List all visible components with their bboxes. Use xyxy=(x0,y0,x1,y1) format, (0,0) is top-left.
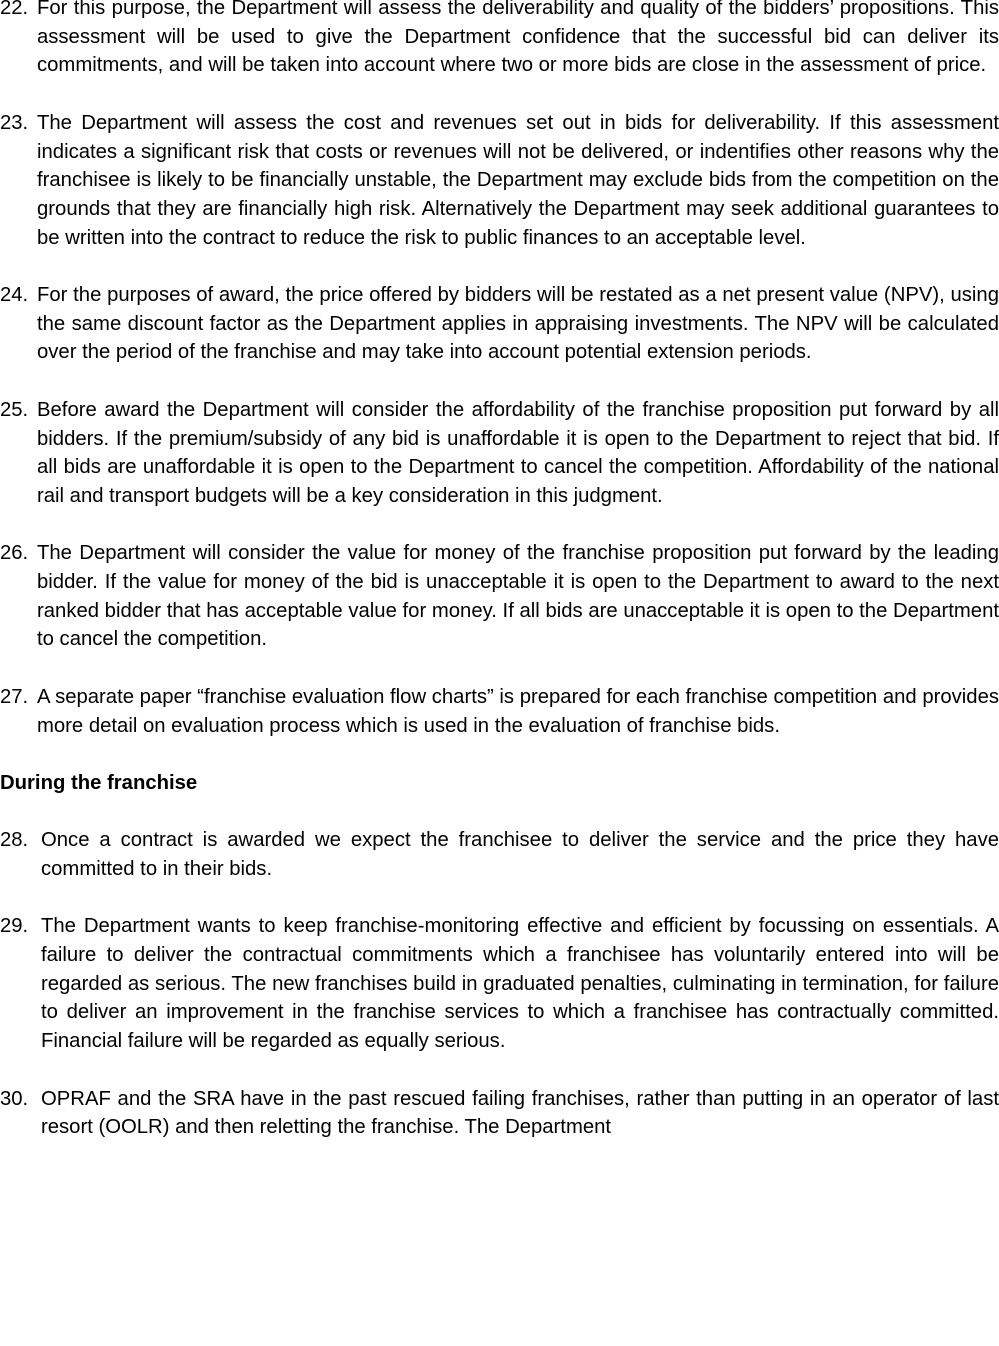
paragraph-number: 30. xyxy=(0,1087,29,1110)
paragraph-29 xyxy=(0,912,999,1056)
paragraph-text: Once a contract is awarded we expect the franchisee to deliver the service and the price they have committed to in their bids. xyxy=(41,829,999,880)
paragraph-24 xyxy=(0,281,999,367)
paragraph-number: 26. xyxy=(0,542,29,565)
paragraph-text: Before award the Department will consider the affordability of the franchise proposition put forward by all bidders. If the premium/subsidy of any bid is unaffordable it is open to the Department to reject that bid. If all bids are unaffordable it is open to the Department to cancel the competition. Affordability of the national rail and transport budgets will be a key consideration in this judgment. xyxy=(37,398,999,507)
paragraph-text: The Department will consider the value for money of the franchise proposition put forward by the leading bidder. If the value for money of the bid is unacceptable it is open to the Department to award to the next ranked bidder that has acceptable value for money. If all bids are unacceptable it is open to the Department to cancel the competition. xyxy=(37,542,999,651)
paragraph-28 xyxy=(0,826,999,883)
paragraph-text: For the purposes of award, the price offered by bidders will be restated as a net present value (NPV), using the same discount factor as the Department applies in appraising investments. The NPV will be calculated over the period of the franchise and may take into account potential extension periods. xyxy=(37,284,999,364)
paragraph-25 xyxy=(0,396,999,511)
paragraph-text: The Department wants to keep franchise-monitoring effective and efficient by focussing on essentials. A failure to deliver the contractual commitments which a franchisee has voluntarily entered into will be regarded as serious. The new franchises build in graduated penalties, culminating in termination, for failure to deliver an improvement in the franchise services to which a franchisee has contractually committed. Financial failure will be regarded as equally serious. xyxy=(41,915,999,1053)
paragraph-text: The Department will assess the cost and revenues set out in bids for deliverability. If this assessment indicates a significant risk that costs or revenues will not be delivered, or indentifies other reasons why the franchisee is likely to be financially unstable, the Department may exclude bids from the competition on the grounds that they are financially high risk. Alternatively the Department may seek additional guarantees to be written into the contract to reduce the risk to public finances to an acceptable level. xyxy=(37,111,999,249)
paragraph-number: 27. xyxy=(0,685,29,708)
paragraph-number: 29. xyxy=(0,915,29,938)
paragraph-text: For this purpose, the Department will assess the deliverability and quality of the bidders’ propositions. This assessment will be used to give the Department confidence that the successful bid can deliver its commitments, and will be taken into account where two or more bids are close in the assessment of price. xyxy=(37,0,999,77)
paragraph-number: 23. xyxy=(0,111,29,134)
paragraph-22 xyxy=(0,0,999,80)
paragraph-text: OPRAF and the SRA have in the past rescued failing franchises, rather than putting in an operator of last resort (OOLR) and then reletting the franchise. The Department xyxy=(41,1087,999,1139)
paragraph-number: 28. xyxy=(0,829,29,852)
paragraph-30 xyxy=(0,1085,999,1142)
paragraph-number: 24. xyxy=(0,284,29,306)
paragraph-26 xyxy=(0,539,999,654)
section-heading: During the franchise xyxy=(0,771,198,794)
paragraph-23 xyxy=(0,109,999,253)
paragraph-27 xyxy=(0,683,999,740)
paragraph-number: 22. xyxy=(0,0,29,19)
paragraph-number: 25. xyxy=(0,398,29,421)
paragraph-text: A separate paper “franchise evaluation flow charts” is prepared for each franchise competition and provides more detail on evaluation process which is used in the evaluation of franchise bids. xyxy=(37,685,999,737)
